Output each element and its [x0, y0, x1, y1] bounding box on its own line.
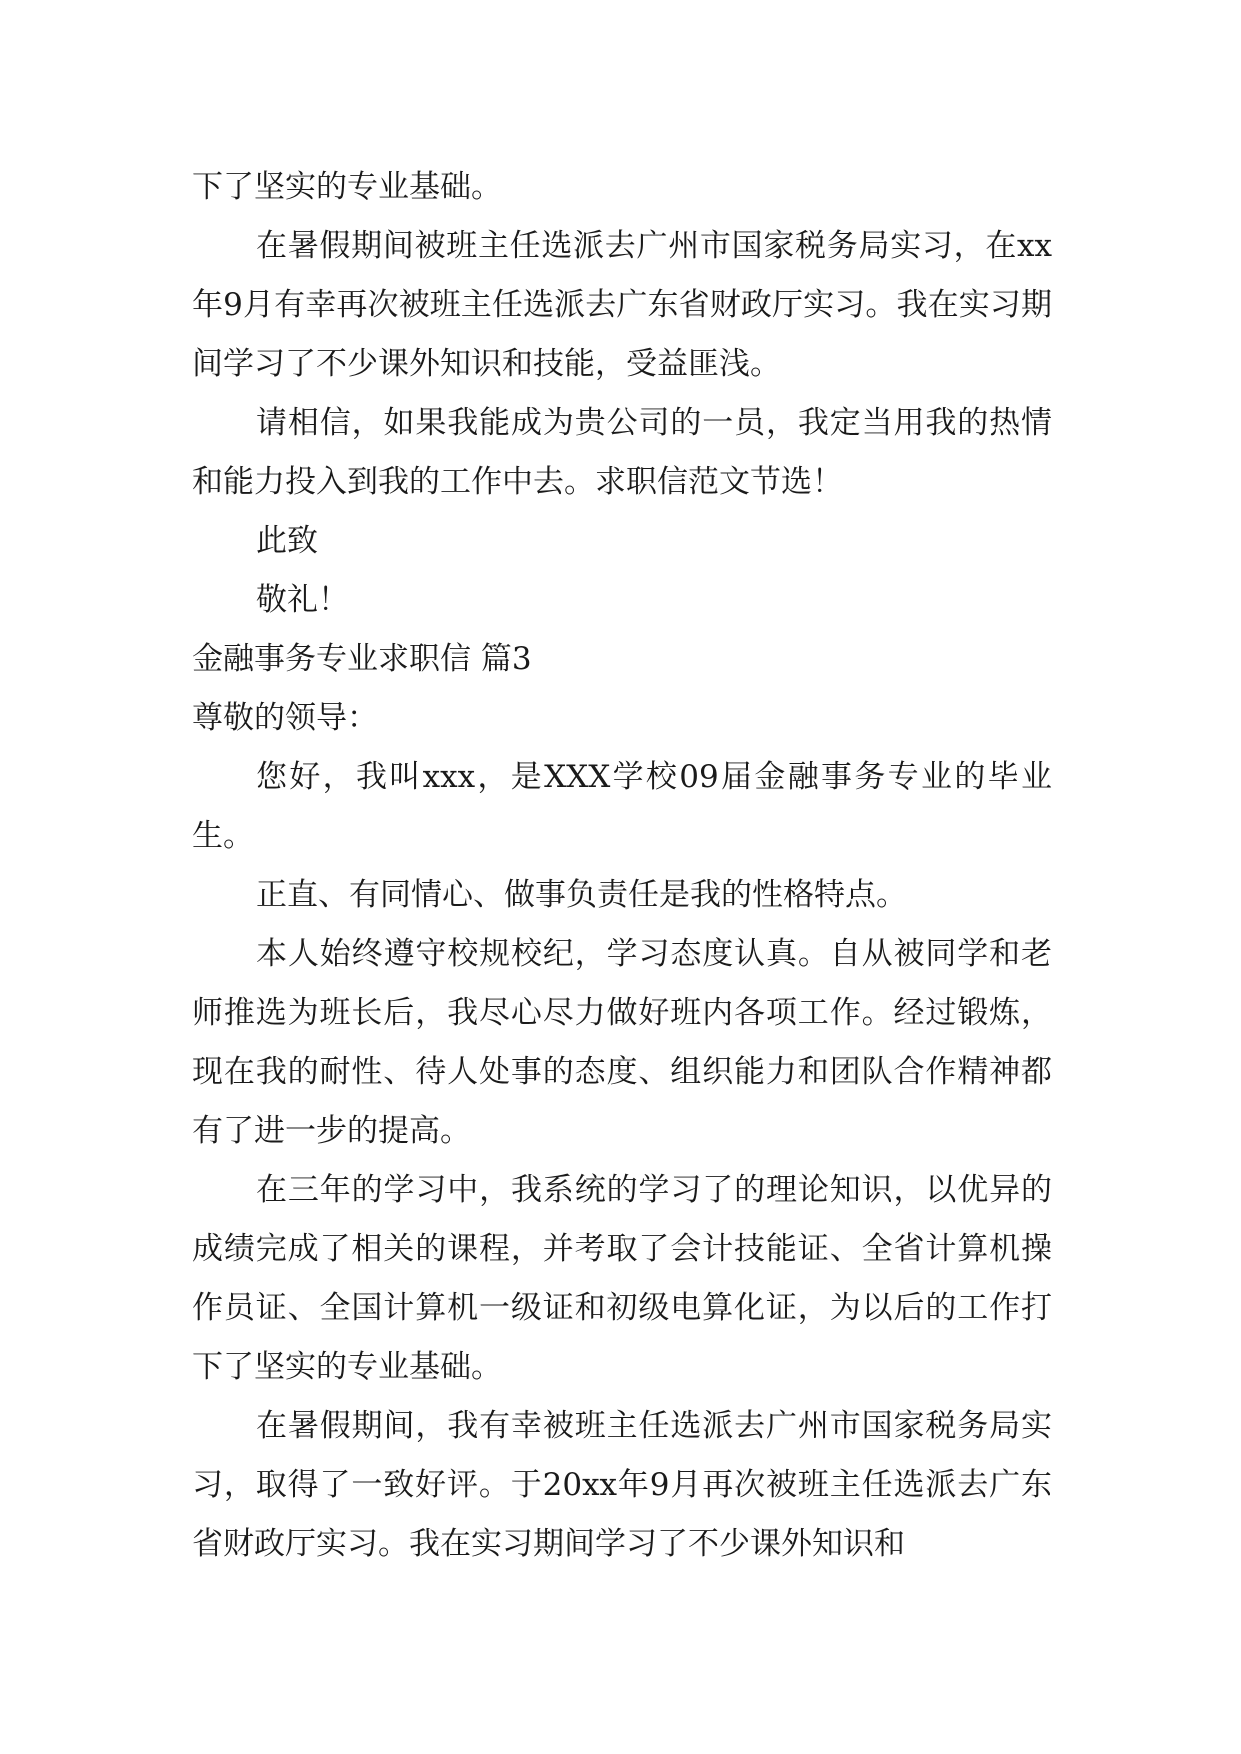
paragraph: 在暑假期间，我有幸被班主任选派去广州市国家税务局实习，取得了一致好评。于20xx年9月再次被班主任选派去广东省财政厅实习。我在实习期间学习了不少课外知识和	[192, 1408, 1052, 1562]
paragraph: 您好，我叫xxx，是XXX学校09届金融事务专业的毕业生。	[192, 759, 1052, 854]
paragraph: 正直、有同情心、做事负责任是我的性格特点。	[256, 877, 907, 913]
paragraph: 下了坚实的专业基础。	[192, 169, 502, 205]
document-body	[192, 158, 1052, 1574]
paragraph: 在暑假期间被班主任选派去广州市国家税务局实习，在xx年9月有幸再次被班主任选派去广东省财政厅实习。我在实习期间学习了不少课外知识和技能，受益匪浅。	[192, 228, 1052, 382]
section-title: 金融事务专业求职信 篇3	[192, 641, 532, 677]
paragraph: 本人始终遵守校规校纪，学习态度认真。自从被同学和老师推选为班长后，我尽心尽力做好班内各项工作。经过锻炼，现在我的耐性、待人处事的态度、组织能力和团队合作精神都有了进一步的提高。	[192, 936, 1052, 1149]
closing-regards: 敬礼！	[256, 582, 349, 618]
closing-salutation: 此致	[256, 523, 318, 559]
paragraph: 在三年的学习中，我系统的学习了的理论知识，以优异的成绩完成了相关的课程，并考取了会计技能证、全省计算机操作员证、全国计算机一级证和初级电算化证，为以后的工作打下了坚实的专业基础。	[192, 1172, 1052, 1385]
greeting: 尊敬的领导：	[192, 700, 378, 736]
paragraph: 请相信，如果我能成为贵公司的一员，我定当用我的热情和能力投入到我的工作中去。求职信范文节选！	[192, 405, 1052, 500]
